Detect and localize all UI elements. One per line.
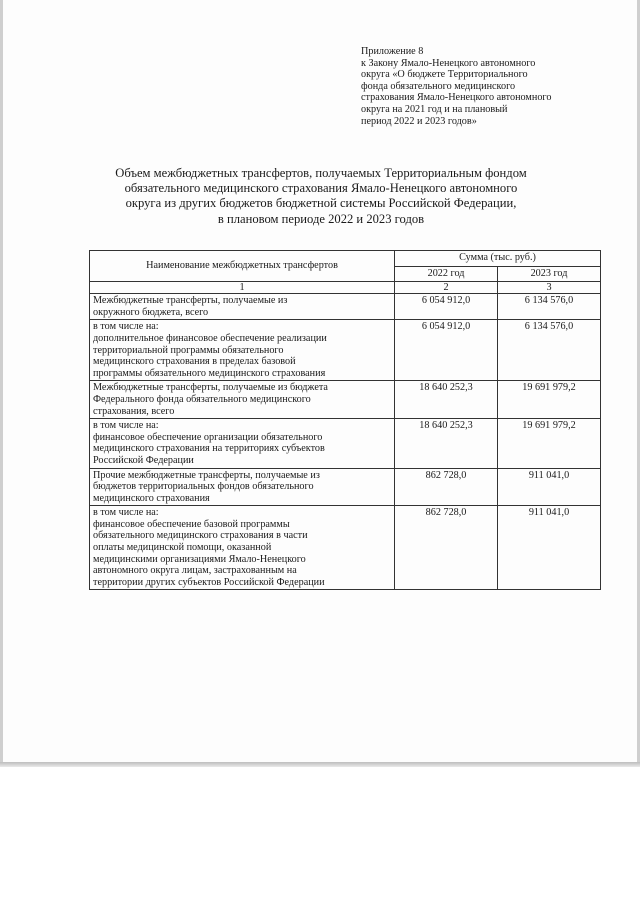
annex-line: период 2022 и 2023 годов» [361, 115, 477, 127]
transfer-name-cell [90, 320, 395, 381]
transfer-name-line: программы обязательного медицинского страхования [93, 367, 326, 379]
column-number-row [90, 281, 601, 294]
transfer-name-line: медицинского страхования [93, 492, 210, 504]
transfer-name-line: в том числе на: [93, 321, 159, 333]
annex-line: страхования Ямало-Ненецкого автономного [361, 92, 552, 104]
table-row [90, 294, 601, 320]
transfer-name-line: Межбюджетные трансферты, получаемые из бюджета [93, 382, 328, 394]
amount-2023: 6 134 576,0 [498, 294, 601, 320]
column-number: 3 [498, 281, 601, 294]
table-row [90, 506, 601, 590]
table-row [90, 419, 601, 468]
transfer-name-line: медицинского страхования в пределах базовой [93, 356, 296, 368]
header-sum-cell: Сумма (тыс. руб.) [395, 251, 601, 267]
transfer-name-cell [90, 381, 395, 419]
amount-2022: 18 640 252,3 [395, 419, 498, 468]
header-name-cell: Наименование межбюджетных трансфертов [90, 251, 395, 282]
transfer-name-line: оплаты медицинской помощи, оказанной [93, 542, 272, 554]
amount-2023: 19 691 979,2 [498, 381, 601, 419]
table-header-row [90, 251, 601, 267]
table-row [90, 468, 601, 506]
transfer-name-line: обязательного медицинского страхования в части [93, 530, 308, 542]
transfer-name-line: бюджетов территориальных фондов обязательного [93, 481, 314, 493]
transfer-name-cell [90, 506, 395, 590]
header-year-2022: 2022 год [395, 267, 498, 282]
transfer-name-line: дополнительное финансовое обеспечение реализации [93, 332, 327, 344]
title-line: Объем межбюджетных трансфертов, получаемых Территориальным фондом [115, 166, 527, 180]
amount-2022: 862 728,0 [395, 468, 498, 506]
table-row [90, 381, 601, 419]
transfer-name-line: окружного бюджета, всего [93, 306, 209, 318]
annex-header [361, 46, 621, 127]
amount-2023: 19 691 979,2 [498, 419, 601, 468]
title-line: обязательного медицинского страхования Ямало-Ненецкого автономного [124, 181, 518, 196]
annex-line: округа на 2021 год и на плановый [361, 103, 508, 115]
transfer-name-line: финансовое обеспечение базовой программы [93, 518, 290, 530]
amount-2022: 6 054 912,0 [395, 294, 498, 320]
transfers-table [89, 250, 601, 590]
page-left-edge [0, 0, 3, 765]
transfer-name-cell [90, 294, 395, 320]
transfer-name-line: в том числе на: [93, 420, 159, 432]
column-number: 1 [90, 281, 395, 294]
amount-2023: 911 041,0 [498, 506, 601, 590]
transfer-name-line: финансовое обеспечение организации обязательного [93, 431, 323, 443]
transfer-name-line: медицинскими организациями Ямало-Ненецкого [93, 553, 306, 565]
transfer-name-line: страхования, всего [93, 405, 175, 417]
annex-line: округа «О бюджете Территориального [361, 69, 528, 81]
amount-2023: 911 041,0 [498, 468, 601, 506]
amount-2022: 18 640 252,3 [395, 381, 498, 419]
transfer-name-cell [90, 468, 395, 506]
annex-line: Приложение 8 [361, 46, 424, 57]
transfer-name-line: территориальной программы обязательного [93, 344, 284, 356]
transfer-name-line: автономного округа лицам, застрахованным на [93, 565, 297, 577]
transfer-name-line: Прочие межбюджетные трансферты, получаемые из [93, 469, 320, 481]
annex-line: к Закону Ямало-Ненецкого автономного [361, 57, 536, 69]
table-body [90, 294, 601, 590]
page-bottom-edge [0, 762, 640, 767]
amount-2022: 6 054 912,0 [395, 320, 498, 381]
title-line: округа из других бюджетов бюджетной системы Российской Федерации, [125, 196, 517, 211]
transfer-name-line: территории других субъектов Российской Федерации [93, 576, 325, 588]
transfer-name-line: Федерального фонда обязательного медицинского [93, 393, 311, 405]
title-line: в плановом периоде 2022 и 2023 годов [217, 211, 425, 226]
transfer-name-line: Межбюджетные трансферты, получаемые из [93, 295, 288, 307]
transfer-name-line: Российской Федерации [93, 454, 194, 466]
table-row [90, 320, 601, 381]
transfer-name-line: медицинского страхования на территориях субъектов [93, 443, 325, 455]
amount-2023: 6 134 576,0 [498, 320, 601, 381]
document-title [86, 166, 556, 227]
annex-line: фонда обязательного медицинского [361, 80, 516, 92]
transfer-name-cell [90, 419, 395, 468]
amount-2022: 862 728,0 [395, 506, 498, 590]
header-year-2023: 2023 год [498, 267, 601, 282]
transfer-name-line: в том числе на: [93, 507, 159, 519]
column-number: 2 [395, 281, 498, 294]
